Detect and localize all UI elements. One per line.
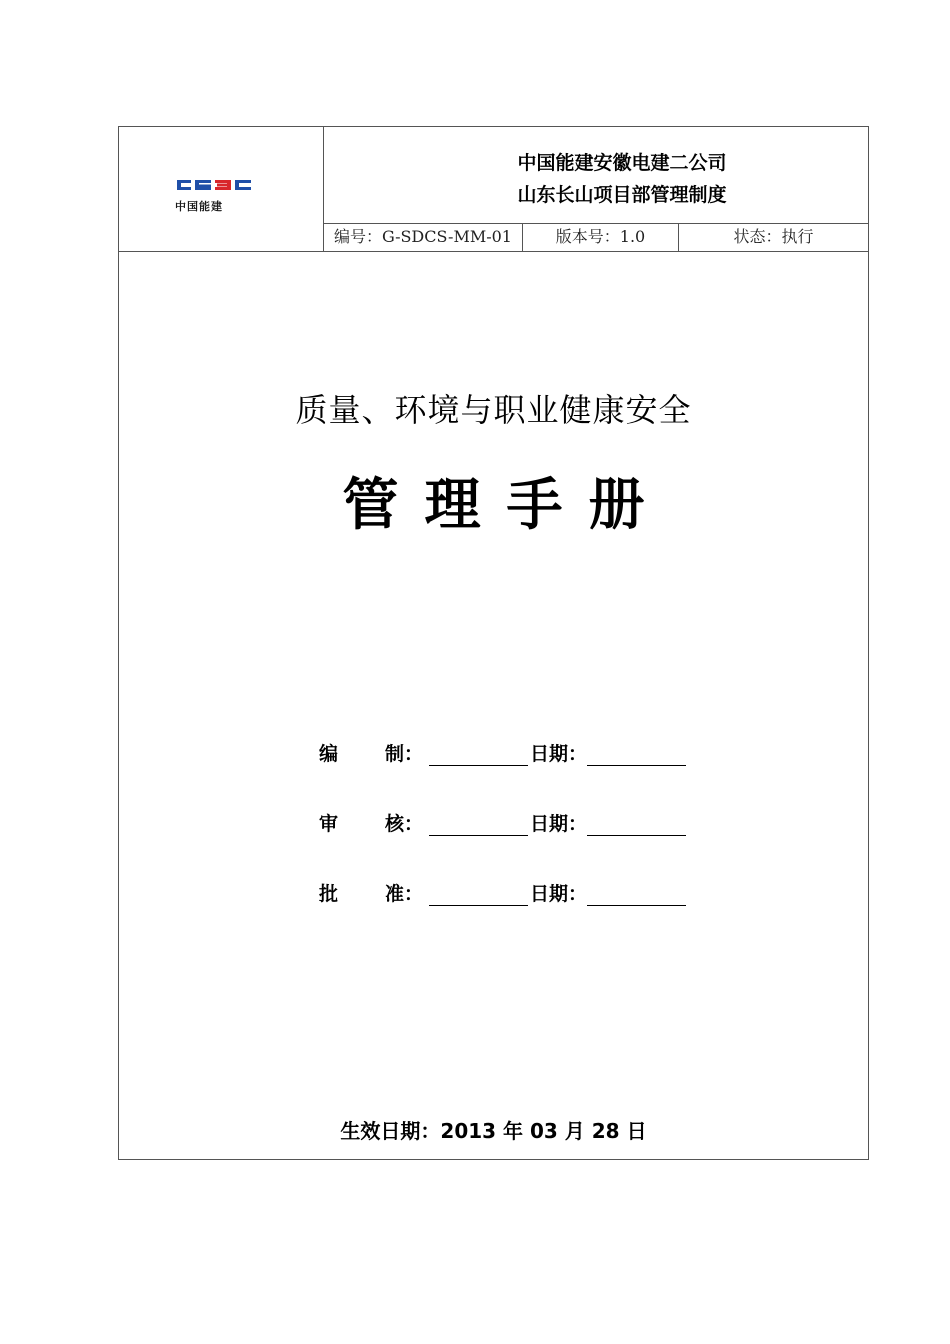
date-label: 日期： bbox=[530, 743, 588, 765]
company-title bbox=[324, 147, 868, 211]
logo-cell bbox=[119, 127, 324, 251]
company-line-1: 中国能建安徽电建二公司 bbox=[517, 152, 727, 174]
manual-title: 管理手册 bbox=[342, 473, 671, 538]
effective-date: 生效日期：2013 年 03 月 28 日 bbox=[340, 1119, 647, 1143]
document-frame bbox=[118, 126, 869, 1160]
document-code: 编号：G-SDCS-MM-01 bbox=[324, 223, 523, 251]
date-label: 日期： bbox=[530, 883, 588, 905]
date-line[interactable] bbox=[587, 885, 686, 906]
sign-line[interactable] bbox=[429, 815, 528, 836]
signature-row-review bbox=[319, 809, 688, 836]
ceec-logo-icon bbox=[175, 178, 253, 192]
company-line-2: 山东长山项目部管理制度 bbox=[517, 184, 727, 206]
meta-row bbox=[324, 223, 868, 251]
sign-line[interactable] bbox=[429, 885, 528, 906]
sign-label-a: 编 bbox=[319, 743, 339, 765]
sign-label-b: 核： bbox=[385, 813, 424, 835]
sign-label-a: 批 bbox=[319, 883, 339, 905]
date-line[interactable] bbox=[587, 745, 686, 766]
header-divider bbox=[119, 251, 868, 252]
signature-row-approve bbox=[319, 879, 688, 906]
sign-label-b: 制： bbox=[385, 743, 424, 765]
manual-subtitle: 质量、环境与职业健康安全 bbox=[295, 391, 692, 429]
document-status: 状态：执行 bbox=[733, 227, 814, 246]
sign-label-a: 审 bbox=[319, 813, 339, 835]
document-version: 版本号：1.0 bbox=[523, 223, 679, 251]
date-label: 日期： bbox=[530, 813, 588, 835]
ceec-logo bbox=[175, 177, 255, 214]
sign-label-b: 准： bbox=[385, 883, 424, 905]
logo-cn-text: 中国能建 bbox=[175, 200, 223, 213]
sign-line[interactable] bbox=[429, 745, 528, 766]
header-title-cell bbox=[324, 127, 868, 224]
signature-row-compile bbox=[319, 739, 688, 766]
date-line[interactable] bbox=[587, 815, 686, 836]
